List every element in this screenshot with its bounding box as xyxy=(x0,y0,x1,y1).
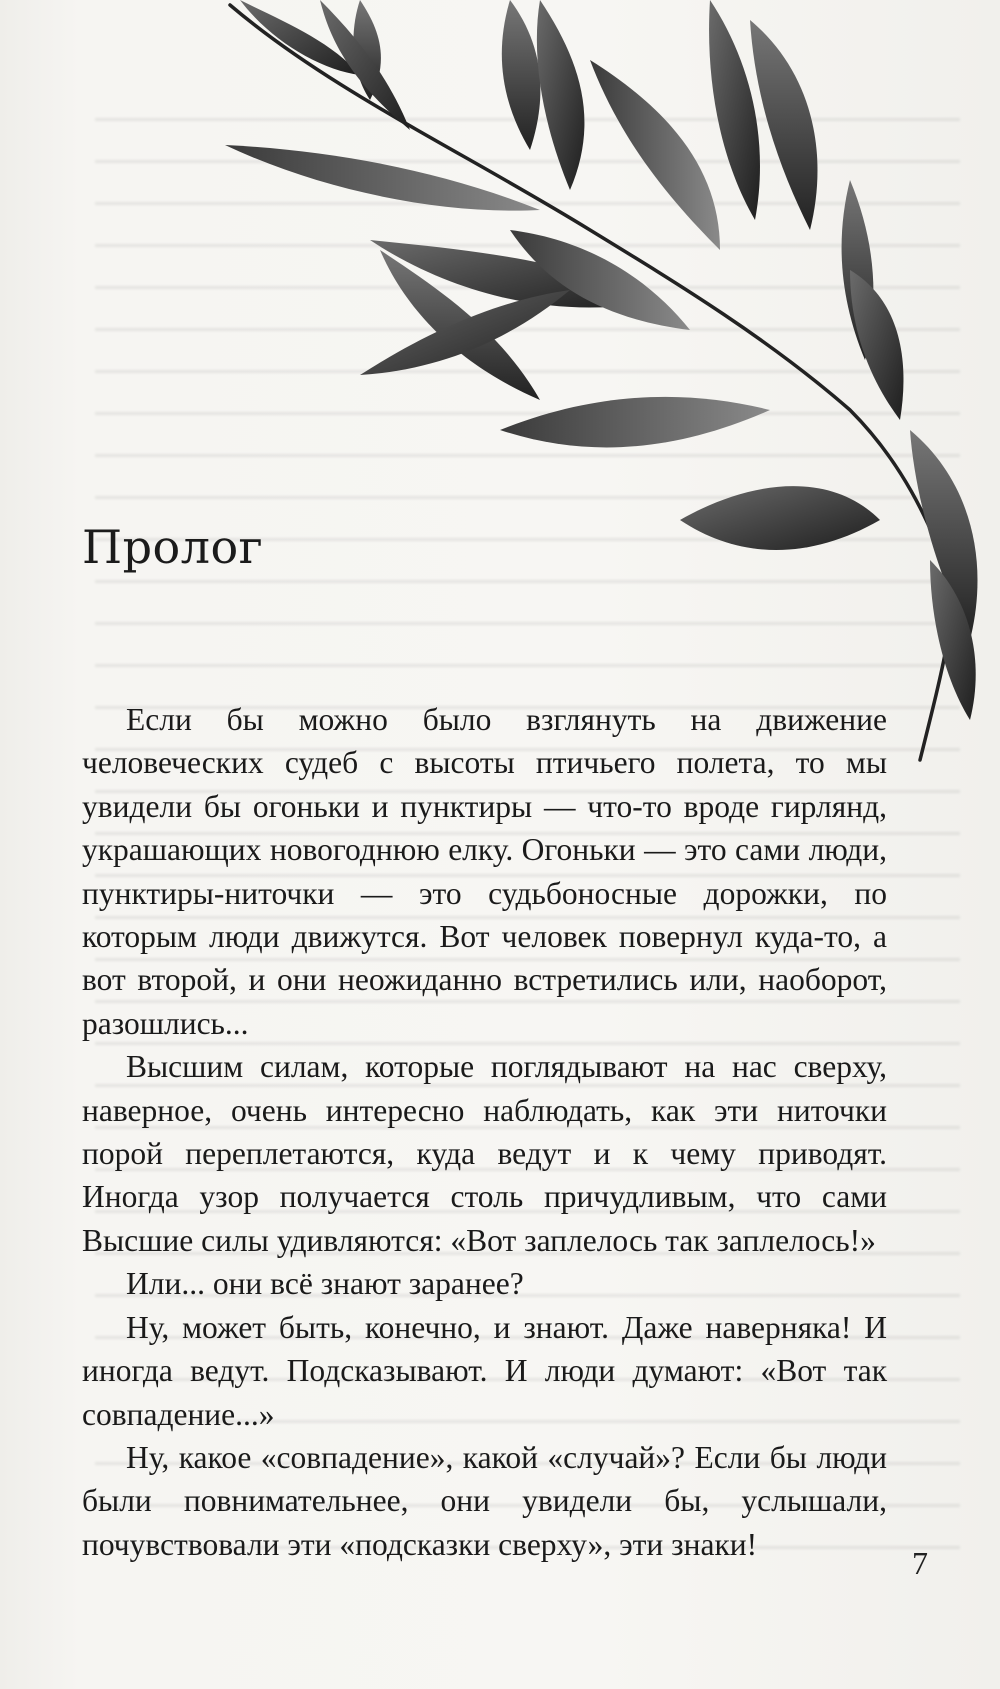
paragraph: Ну, может быть, конечно, и знают. Даже наверняка! И иногда ведут. Подсказывают. И люди думают: «Вот так совпадение...» xyxy=(82,1309,887,1432)
paragraph: Или... они всё знают заранее? xyxy=(126,1266,524,1302)
paragraph: Ну, какое «совпадение», какой «случай»? Если бы люди были повнимательнее, они увидели бы, услышали, почувствовали эти «подсказки сверху», эти знаки! xyxy=(82,1439,887,1562)
paragraph: Если бы можно было взглянуть на движение человеческих судеб с высоты птичьего полета, то мы увидели бы огоньки и пунктиры — что-то вроде гирлянд, украшающих новогоднюю елку. Огоньки — это сами люди, пунктиры-ниточки — это судьбоносные дорожки, по которым люди движутся. Вот человек повернул куда-то, а вот второй, и они неожиданно встретились или, наоборот, разошлись... xyxy=(82,702,887,1041)
paragraph: Высшим силам, которые поглядывают на нас сверху, наверное, очень интересно наблюдать, как эти ниточки порой переплетаются, куда ведут и к чему приводят. Иногда узор получается столь причудливым, что сами Высшие силы удивляются: «Вот заплелось так заплелось!» xyxy=(82,1049,887,1258)
leaf-branch-icon xyxy=(210,0,1000,780)
page-number: 7 xyxy=(912,1545,928,1581)
chapter-title: Пролог xyxy=(82,520,264,574)
chapter-body xyxy=(82,698,887,1566)
